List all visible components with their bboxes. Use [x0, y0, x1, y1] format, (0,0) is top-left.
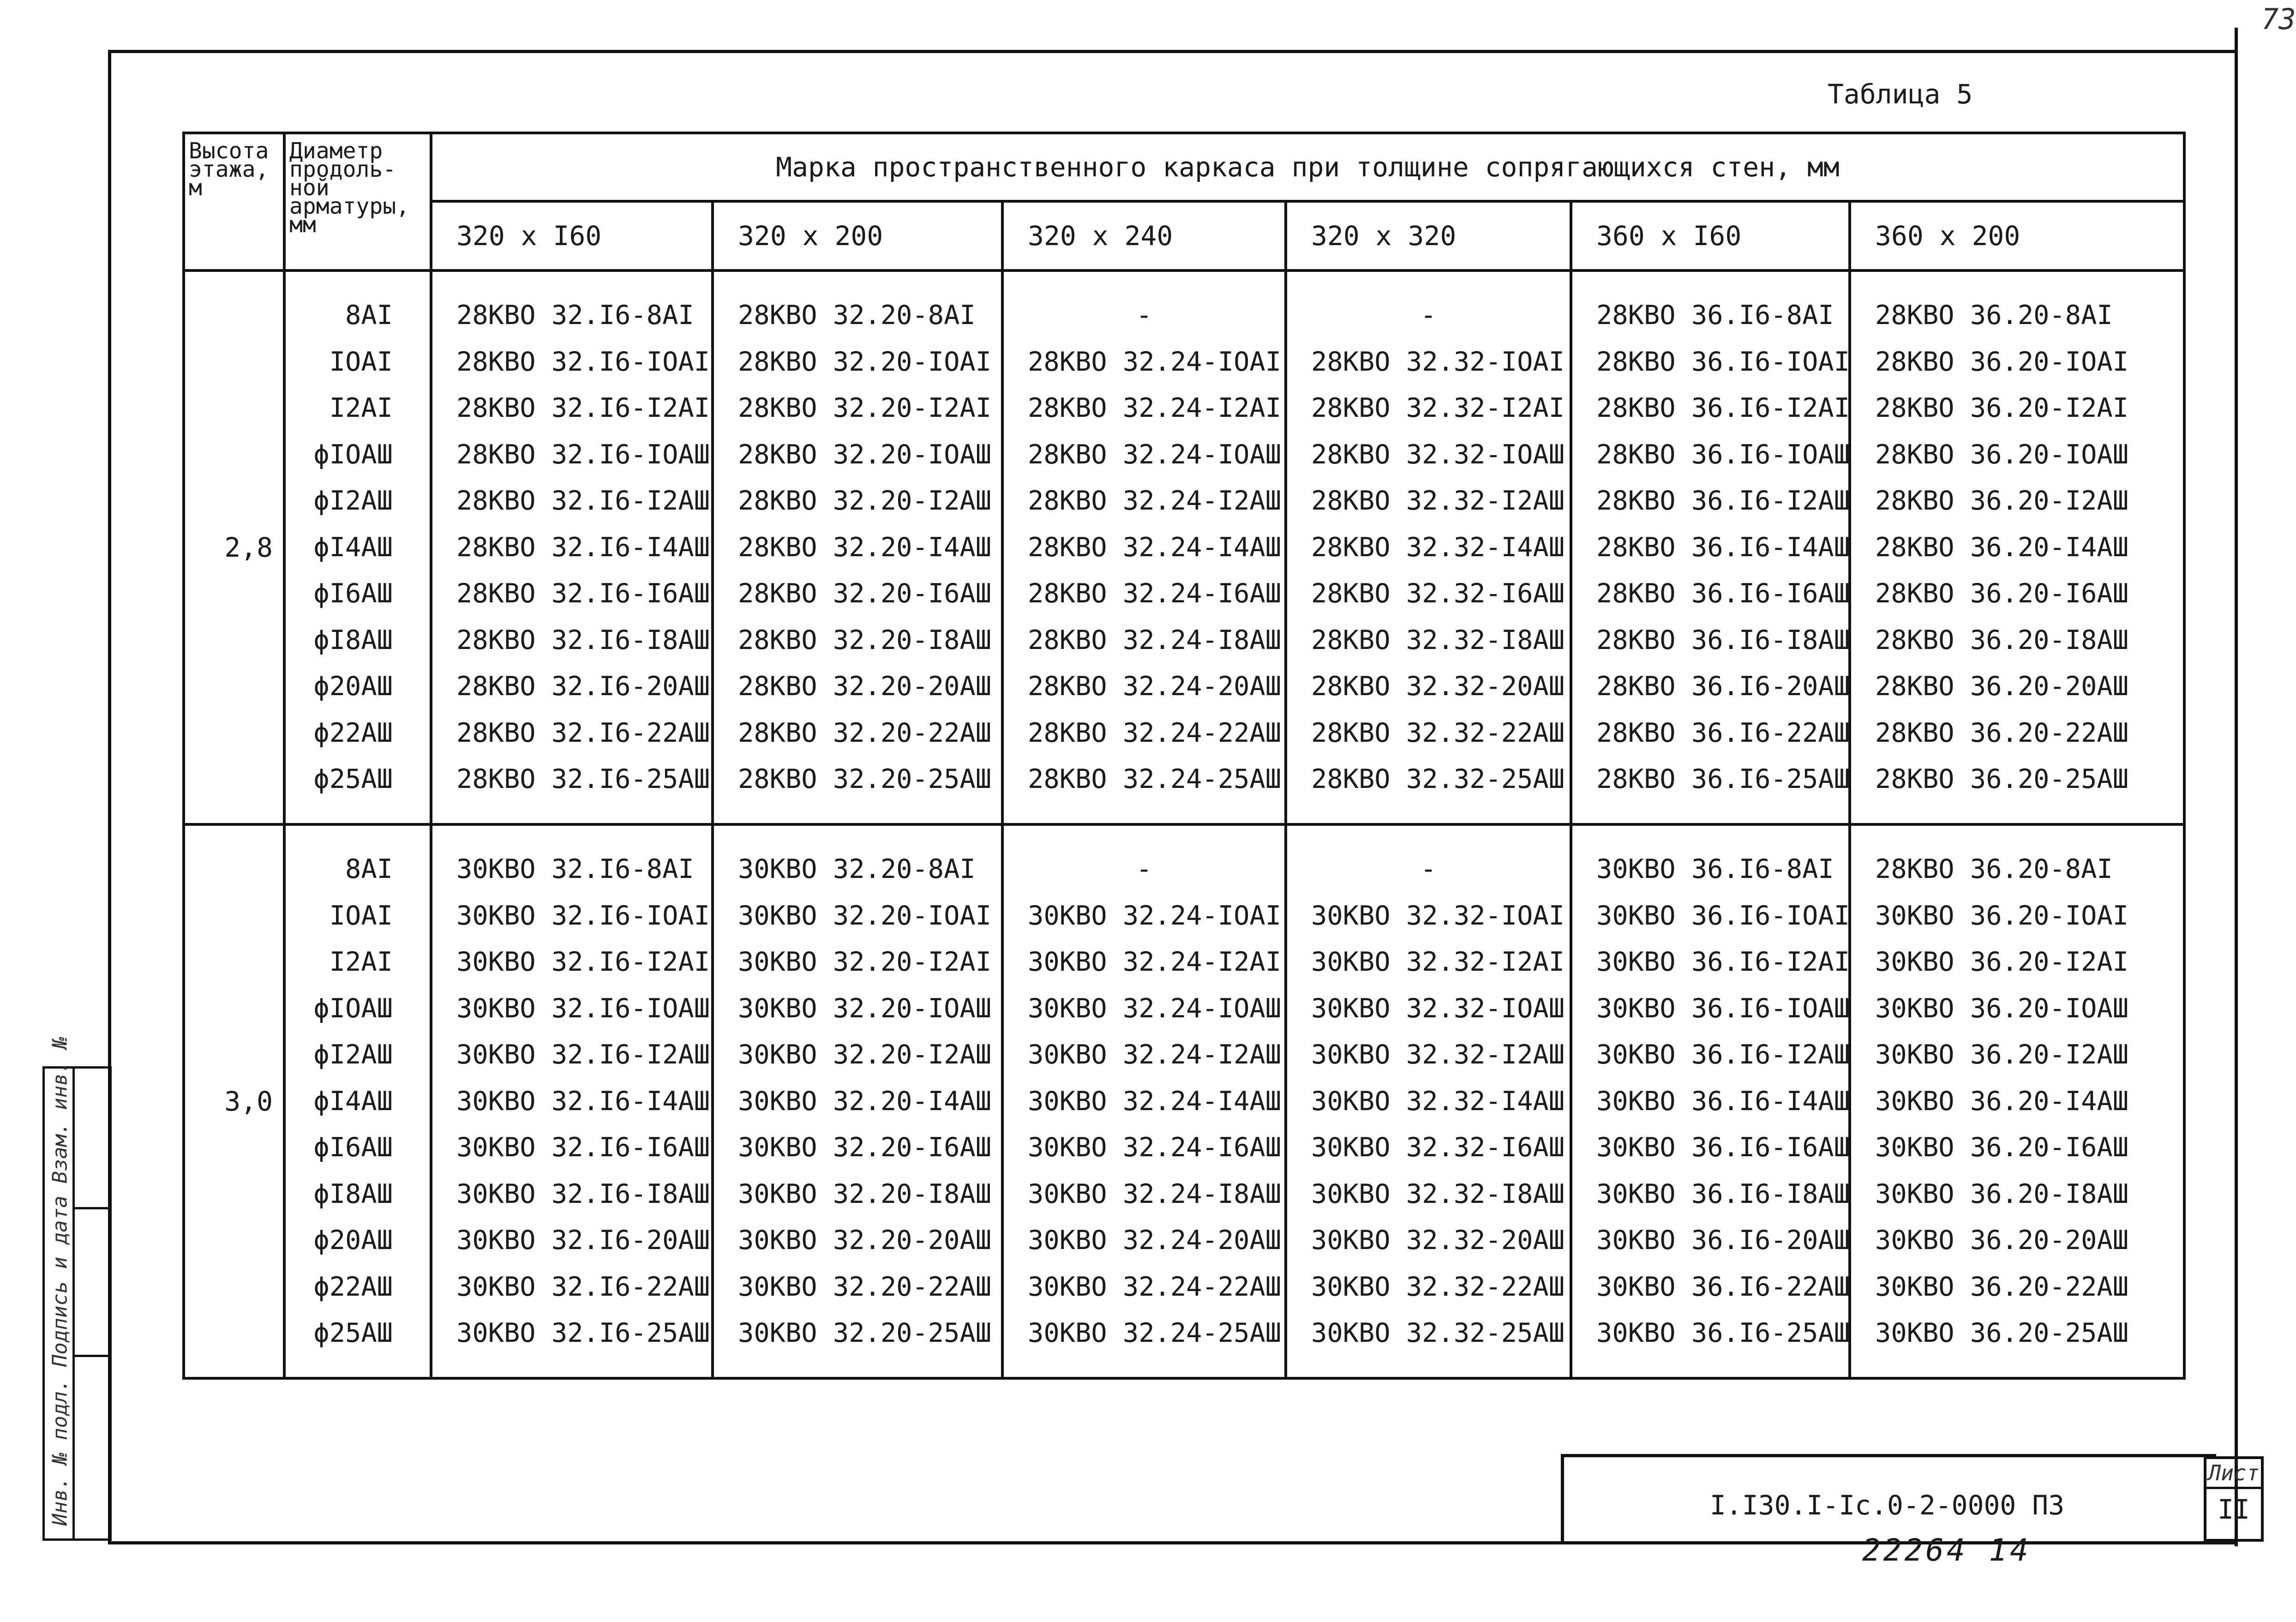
mark-column [713, 824, 1002, 1378]
mark-cell: 28КВО 36.20-25AШ [1875, 764, 2129, 795]
mark-cell: 30КВО 32.I6-25AШ [456, 1318, 710, 1349]
mark-cell: 30КВО 32.24-I8AШ [1028, 1178, 1282, 1209]
diameter-value: ϕI6AШ [313, 578, 393, 609]
mark-cell: 28КВО 32.I6-I2AШ [456, 486, 710, 517]
mark-cell: 30КВО 32.20-8AI [738, 854, 976, 885]
mark-cell: 30КВО 32.32-I8AШ [1311, 1178, 1565, 1209]
document-code: I.I30.I-Ic.0-2-0000 ПЗ [1709, 1490, 2065, 1521]
frame-right-edge [2235, 28, 2238, 1546]
mark-cell: - [1136, 300, 1152, 331]
spec-table [182, 132, 2186, 1380]
mark-cell: 30КВО 32.24-I4AШ [1028, 1086, 1282, 1117]
mark-cell: 28КВО 32.20-I2AШ [738, 486, 992, 517]
mark-cell: 30КВО 32.32-IOAI [1311, 900, 1565, 931]
mark-cell: 30КВО 36.20-I6AШ [1875, 1132, 2129, 1163]
mark-cell: 28КВО 36.20-I2AI [1875, 393, 2129, 424]
mark-cell: 28КВО 36.20-I2AШ [1875, 486, 2129, 517]
diameter-value: ϕI2AШ [313, 1039, 393, 1070]
mark-cell: 30КВО 32.I6-I6AШ [456, 1132, 710, 1163]
diameter-value: ϕIOAШ [313, 993, 393, 1024]
mark-cell: 30КВО 36.I6-IOAШ [1596, 993, 1850, 1024]
mark-cell: 30КВО 32.20-I4AШ [738, 1086, 992, 1117]
mark-column [431, 824, 713, 1378]
mark-cell: 30КВО 36.I6-I4AШ [1596, 1086, 1850, 1117]
mark-cell: 30КВО 32.32-20AШ [1311, 1225, 1565, 1256]
mark-cell: 28КВО 36.I6-I4AШ [1596, 532, 1850, 563]
mark-cell: 30КВО 36.20-22AШ [1875, 1271, 2129, 1302]
mark-cell: 30КВО 32.20-IOAШ [738, 993, 992, 1024]
mark-cell: 30КВО 32.24-IOAШ [1028, 993, 1282, 1024]
diameter-value: ϕ20AШ [313, 1225, 393, 1256]
mark-column [1002, 824, 1286, 1378]
mark-cell: 30КВО 32.I6-I2AI [456, 947, 710, 978]
mark-cell: 28КВО 36.I6-22AШ [1596, 717, 1850, 748]
mark-cell: 28КВО 32.20-I6AШ [738, 578, 992, 609]
mark-cell: 28КВО 32.24-IOAI [1028, 346, 1282, 377]
diameter-value: ϕIOAШ [313, 439, 393, 470]
mark-cell: 30КВО 32.I6-I4AШ [456, 1086, 710, 1117]
mark-cell: 28КВО 32.24-I2AШ [1028, 486, 1282, 517]
mark-cell: 30КВО 36.I6-25AШ [1596, 1318, 1850, 1349]
mark-cell: 30КВО 32.20-I2AI [738, 947, 992, 978]
mark-cell: 28КВО 32.I6-I6AШ [456, 578, 710, 609]
mark-cell: 30КВО 32.32-25AШ [1311, 1318, 1565, 1349]
mark-cell: 30КВО 32.I6-8AI [456, 854, 694, 885]
mark-cell: 28КВО 32.24-20AШ [1028, 671, 1282, 702]
diameter-value: ϕI8AШ [313, 1178, 393, 1209]
mark-cell: 28КВО 32.I6-8AI [456, 300, 694, 331]
mark-cell: 28КВО 32.20-I2AI [738, 393, 992, 424]
mark-cell: 28КВО 32.32-IOAI [1311, 346, 1565, 377]
mark-cell: 28КВО 36.20-IOAШ [1875, 439, 2129, 470]
sheet-number: II [2218, 1494, 2250, 1525]
mark-cell: 30КВО 36.20-25AШ [1875, 1318, 2129, 1349]
mark-cell: 28КВО 32.I6-22AШ [456, 717, 710, 748]
mark-cell: 28КВО 36.20-I6AШ [1875, 578, 2129, 609]
mark-cell: 30КВО 36.I6-I8AШ [1596, 1178, 1850, 1209]
mark-column [1850, 824, 2184, 1378]
mark-cell: 30КВО 32.32-22AШ [1311, 1271, 1565, 1302]
diameter-value: ϕI4AШ [313, 532, 393, 563]
mark-cell: 30КВО 32.24-22AШ [1028, 1271, 1282, 1302]
diameter-value: ϕ20AШ [313, 671, 393, 702]
mark-cell: 28КВО 32.24-22AШ [1028, 717, 1282, 748]
mark-cell: 28КВО 32.24-I6AШ [1028, 578, 1282, 609]
mark-cell: 28КВО 32.24-IOAШ [1028, 439, 1282, 470]
diameter-value: ϕ25AШ [313, 1318, 393, 1349]
mark-cell: - [1136, 854, 1152, 885]
mark-cell: 28КВО 32.32-20AШ [1311, 671, 1565, 702]
floor-height: 3,0 [184, 824, 284, 1378]
mark-column [1571, 824, 1850, 1378]
mark-cell: 28КВО 32.20-25AШ [738, 764, 992, 795]
sheet-box [2204, 1456, 2264, 1542]
mark-cell: 28КВО 32.I6-25AШ [456, 764, 710, 795]
mark-cell: 28КВО 32.32-I6AШ [1311, 578, 1565, 609]
mark-cell: 28КВО 32.32-I4AШ [1311, 532, 1565, 563]
group-row [184, 270, 2184, 824]
mark-cell: 28КВО 32.I6-IOAI [456, 346, 710, 377]
mark-cell: 30КВО 32.32-I2AШ [1311, 1039, 1565, 1070]
diameter-column [284, 824, 431, 1378]
mark-cell: 30КВО 32.I6-20AШ [456, 1225, 710, 1256]
mark-cell: 30КВО 32.24-I2AШ [1028, 1039, 1282, 1070]
diameter-value: IOAI [329, 346, 393, 377]
diameter-value: ϕI4AШ [313, 1086, 393, 1117]
mark-cell: 30КВО 36.I6-I2AI [1596, 947, 1850, 978]
mark-cell: 30КВО 36.20-I2AШ [1875, 1039, 2129, 1070]
mark-cell: 28КВО 32.20-20AШ [738, 671, 992, 702]
mark-cell: 30КВО 32.24-I6AШ [1028, 1132, 1282, 1163]
diameter-value: ϕI2AШ [313, 486, 393, 517]
mark-cell: 28КВО 36.I6-IOAI [1596, 346, 1850, 377]
mark-cell: 30КВО 32.20-25AШ [738, 1318, 992, 1349]
header-wall-6: 360 x 200 [1850, 201, 2184, 270]
mark-cell: 28КВО 32.24-I8AШ [1028, 625, 1282, 655]
mark-cell: 28КВО 36.20-22AШ [1875, 717, 2129, 748]
mark-cell: 28КВО 32.32-I2AШ [1311, 486, 1565, 517]
mark-cell: 30КВО 32.32-I4AШ [1311, 1086, 1565, 1117]
mark-cell: 30КВО 32.20-22AШ [738, 1271, 992, 1302]
mark-cell: 28КВО 32.I6-I8AШ [456, 625, 710, 655]
mark-cell: 30КВО 32.24-25AШ [1028, 1318, 1282, 1349]
mark-cell: 30КВО 32.24-I2AI [1028, 947, 1282, 978]
diameter-value: ϕI6AШ [313, 1132, 393, 1163]
mark-cell: - [1420, 300, 1437, 331]
sheet-label: Лист [2206, 1459, 2261, 1489]
mark-cell: 28КВО 36.20-8AI [1875, 300, 2113, 331]
mark-column [1571, 270, 1850, 824]
header-wall-3: 320 x 240 [1002, 201, 1286, 270]
diameter-value: ϕ25AШ [313, 764, 393, 795]
mark-cell: 30КВО 32.I6-IOAI [456, 900, 710, 931]
mark-cell: 28КВО 36.I6-I2AШ [1596, 486, 1850, 517]
mark-cell: 28КВО 36.20-I8AШ [1875, 625, 2129, 655]
diameter-value: ϕ22AШ [313, 717, 393, 748]
mark-column [713, 270, 1002, 824]
diameter-value: 8AI [345, 300, 393, 331]
mark-cell: 28КВО 32.24-I4AШ [1028, 532, 1282, 563]
header-main: Марка пространственного каркаса при толщине сопрягающихся стен, мм [431, 133, 2184, 201]
mark-cell: 28КВО 32.20-IOAШ [738, 439, 992, 470]
mark-cell: 28КВО 36.20-IOAI [1875, 346, 2129, 377]
mark-cell: 28КВО 32.32-25AШ [1311, 764, 1565, 795]
mark-cell: 28КВО 36.I6-20AШ [1596, 671, 1850, 702]
mark-cell: 28КВО 32.24-I2AI [1028, 393, 1282, 424]
diameter-value: 8AI [345, 854, 393, 885]
mark-cell: 30КВО 32.20-I8AШ [738, 1178, 992, 1209]
header-wall-1: 320 x I60 [431, 201, 713, 270]
mark-cell: 30КВО 32.I6-I2AШ [456, 1039, 710, 1070]
mark-cell: 30КВО 36.I6-I2AШ [1596, 1039, 1850, 1070]
mark-cell: 28КВО 36.20-20AШ [1875, 671, 2129, 702]
mark-cell: 28КВО 32.I6-20AШ [456, 671, 710, 702]
header-wall-5: 360 x I60 [1571, 201, 1850, 270]
mark-cell: 30КВО 32.I6-22AШ [456, 1271, 710, 1302]
mark-cell: 30КВО 32.32-IOAШ [1311, 993, 1565, 1024]
mark-cell: 28КВО 36.20-I4AШ [1875, 532, 2129, 563]
mark-cell: 30КВО 32.20-I6AШ [738, 1132, 992, 1163]
mark-cell: 28КВО 32.20-22AШ [738, 717, 992, 748]
mark-cell: 28КВО 32.20-I8AШ [738, 625, 992, 655]
mark-column [1286, 824, 1571, 1378]
mark-cell: 28КВО 32.32-I8AШ [1311, 625, 1565, 655]
mark-cell: 28КВО 36.20-8AI [1875, 854, 2113, 885]
mark-cell: 30КВО 32.20-20AШ [738, 1225, 992, 1256]
mark-cell: 30КВО 32.24-IOAI [1028, 900, 1282, 931]
mark-cell: 30КВО 36.I6-I6AШ [1596, 1132, 1850, 1163]
title-block [1561, 1454, 2216, 1542]
mark-cell: - [1420, 854, 1437, 885]
diameter-value: I2AI [329, 947, 393, 978]
mark-cell: 30КВО 36.I6-20AШ [1596, 1225, 1850, 1256]
table-caption: Таблица 5 [1828, 78, 1973, 110]
mark-cell: 28КВО 32.I6-I4AШ [456, 532, 710, 563]
header-wall-4: 320 x 320 [1286, 201, 1571, 270]
side-stamp-text: Инв. № подл. Подпись и дата Взам. инв. № [48, 1036, 72, 1526]
mark-cell: 30КВО 36.20-IOAШ [1875, 993, 2129, 1024]
mark-cell: 30КВО 36.20-I8AШ [1875, 1178, 2129, 1209]
mark-cell: 28КВО 32.32-I2AI [1311, 393, 1565, 424]
mark-cell: 30КВО 32.20-IOAI [738, 900, 992, 931]
mark-cell: 28КВО 36.I6-25AШ [1596, 764, 1850, 795]
mark-cell: 28КВО 32.24-25AШ [1028, 764, 1282, 795]
mark-cell: 30КВО 32.I6-I8AШ [456, 1178, 710, 1209]
mark-cell: 28КВО 36.I6-I8AШ [1596, 625, 1850, 655]
mark-cell: 28КВО 32.20-IOAI [738, 346, 992, 377]
mark-column [1850, 270, 2184, 824]
archive-number: 22264 14 [1862, 1532, 2031, 1568]
mark-cell: 28КВО 32.20-8AI [738, 300, 976, 331]
mark-cell: 30КВО 36.I6-IOAI [1596, 900, 1850, 931]
floor-height: 2,8 [184, 270, 284, 824]
corner-mark: 73 [2261, 2, 2296, 36]
header-wall-2: 320 x 200 [713, 201, 1002, 270]
mark-cell: 28КВО 36.I6-8AI [1596, 300, 1834, 331]
header-diameter: Диаметр продоль-ной арматуры, мм [284, 133, 431, 270]
mark-column [1002, 270, 1286, 824]
mark-cell: 30КВО 32.32-I2AI [1311, 947, 1565, 978]
mark-cell: 28КВО 36.I6-IOAШ [1596, 439, 1850, 470]
side-stamp [42, 1036, 112, 1541]
mark-cell: 30КВО 32.24-20AШ [1028, 1225, 1282, 1256]
diameter-value: ϕ22AШ [313, 1271, 393, 1302]
mark-cell: 30КВО 36.20-I2AI [1875, 947, 2129, 978]
mark-cell: 30КВО 36.20-20AШ [1875, 1225, 2129, 1256]
mark-column [1286, 270, 1571, 824]
diameter-value: I2AI [329, 393, 393, 424]
mark-cell: 28КВО 32.20-I4AШ [738, 532, 992, 563]
group-row [184, 824, 2184, 1378]
mark-cell: 30КВО 36.I6-8AI [1596, 854, 1834, 885]
mark-cell: 30КВО 36.20-IOAI [1875, 900, 2129, 931]
mark-cell: 28КВО 32.I6-IOAШ [456, 439, 710, 470]
mark-cell: 30КВО 36.20-I4AШ [1875, 1086, 2129, 1117]
diameter-value: IOAI [329, 900, 393, 931]
header-height: Высота этажа, м [184, 133, 284, 270]
mark-cell: 30КВО 32.I6-IOAШ [456, 993, 710, 1024]
mark-cell: 30КВО 32.32-I6AШ [1311, 1132, 1565, 1163]
mark-cell: 28КВО 32.32-22AШ [1311, 717, 1565, 748]
mark-cell: 30КВО 36.I6-22AШ [1596, 1271, 1850, 1302]
mark-cell: 28КВО 32.32-IOAШ [1311, 439, 1565, 470]
mark-cell: 30КВО 32.20-I2AШ [738, 1039, 992, 1070]
mark-cell: 28КВО 32.I6-I2AI [456, 393, 710, 424]
diameter-column [284, 270, 431, 824]
mark-cell: 28КВО 36.I6-I6AШ [1596, 578, 1850, 609]
mark-column [431, 270, 713, 824]
diameter-value: ϕI8AШ [313, 625, 393, 655]
mark-cell: 28КВО 36.I6-I2AI [1596, 393, 1850, 424]
